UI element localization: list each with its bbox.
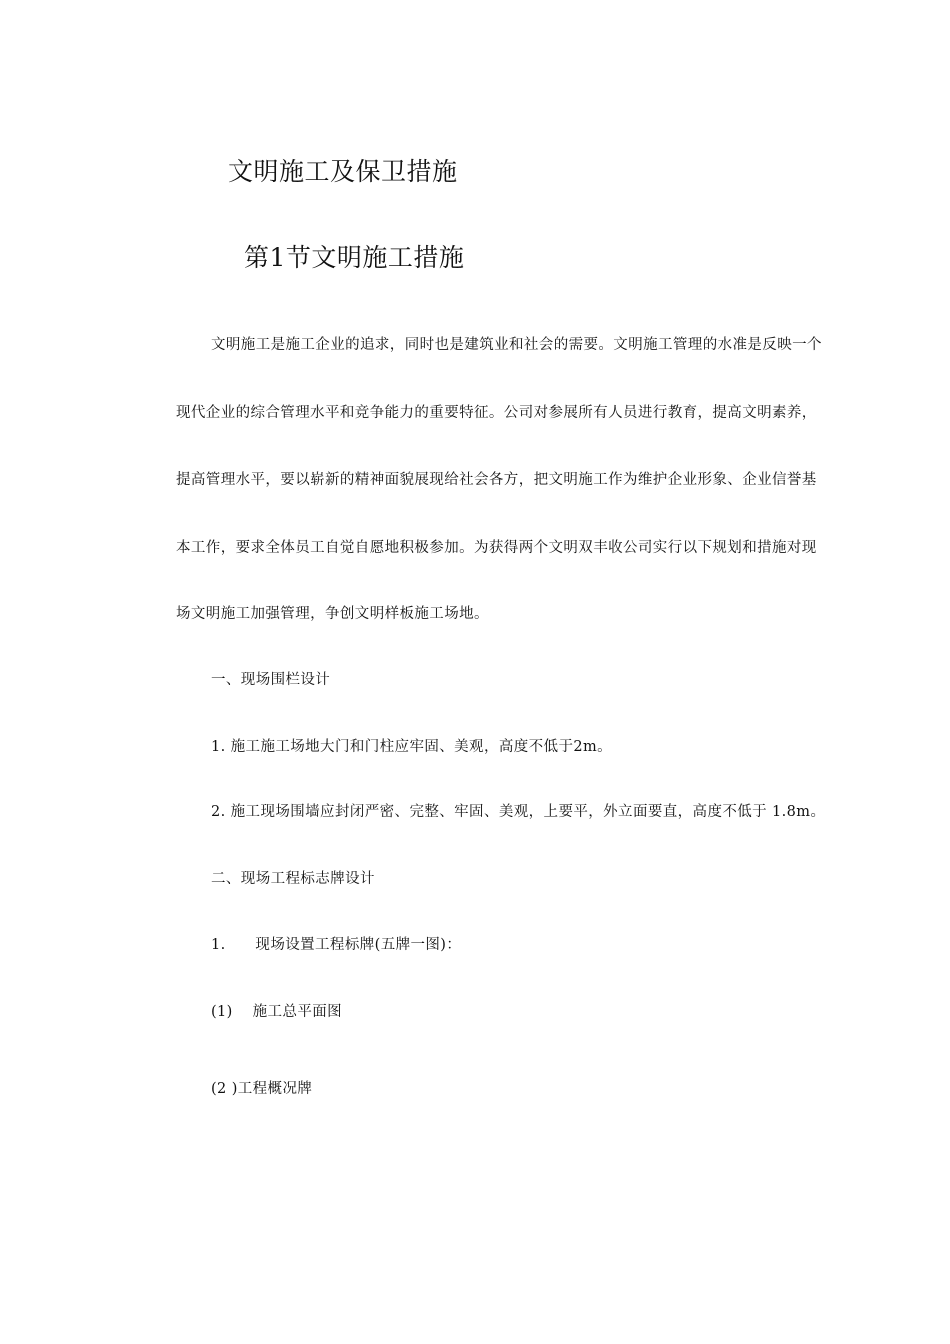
section-heading: 第1节文明施工措施	[244, 243, 465, 272]
list-item: 1. 施工施工场地大门和门柱应牢固、美观，高度不低于2m。	[211, 739, 613, 755]
document-title: 文明施工及保卫措施	[228, 157, 458, 186]
paragraph-line: 场文明施工加强管理，争创文明样板施工场地。	[176, 606, 489, 622]
list-item: (1) 施工总平面图	[211, 1004, 343, 1020]
paragraph-line: 现代企业的综合管理水平和竞争能力的重要特征。公司对参展所有人员进行教育，提高文明素养，	[176, 405, 817, 421]
list-item: 2. 施工现场围墙应封闭严密、完整、牢固、美观，上要平，外立面要直，高度不低于 1.8m。	[211, 804, 826, 820]
paragraph-line: 文明施工是施工企业的追求，同时也是建筑业和社会的需要。文明施工管理的水准是反映一个	[211, 337, 822, 353]
subheading-fence-design: 一、现场围栏设计	[211, 672, 331, 688]
paragraph-line: 本工作，要求全体员工自觉自愿地积极参加。为获得两个文明双丰收公司实行以下规划和措施对现	[176, 540, 817, 556]
list-item: (2 )工程概况牌	[211, 1081, 313, 1097]
list-item: 1. 现场设置工程标牌(五牌一图)：	[211, 937, 462, 953]
paragraph-line: 提高管理水平，要以崭新的精神面貌展现给社会各方，把文明施工作为维护企业形象、企业信誉基	[176, 472, 817, 488]
subheading-signboard-design: 二、现场工程标志牌设计	[211, 871, 375, 887]
